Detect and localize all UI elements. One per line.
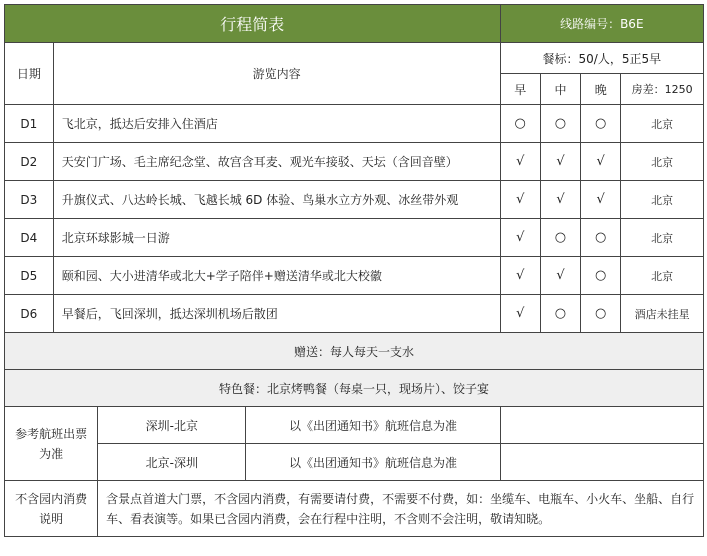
dinner-mark: √ [581, 181, 621, 219]
lunch-mark: √ [540, 181, 580, 219]
day-content: 北京环球影城一日游 [53, 219, 500, 257]
breakfast-mark: √ [500, 181, 540, 219]
day-number: D4 [5, 219, 54, 257]
hotel-city: 北京 [621, 143, 704, 181]
meal-standard: 餐标：50/人，5正5早 [500, 43, 703, 74]
day-content: 飞北京，抵达后安排入住酒店 [53, 105, 500, 143]
hotel-city: 北京 [621, 257, 704, 295]
breakfast-mark: √ [500, 295, 540, 333]
hotel-city: 北京 [621, 181, 704, 219]
route-code: 线路编号：B6E [500, 5, 703, 43]
breakfast-mark: ○ [500, 105, 540, 143]
dinner-mark: ○ [581, 295, 621, 333]
dinner-mark: ○ [581, 257, 621, 295]
gift-note: 赠送：每人每天一支水 [5, 333, 704, 370]
breakfast-mark: √ [500, 257, 540, 295]
day-row [5, 219, 704, 257]
flight-extra [500, 444, 703, 481]
day-number: D1 [5, 105, 54, 143]
breakfast-header: 早 [500, 74, 540, 105]
lunch-mark: ○ [540, 219, 580, 257]
flight-label: 参考航班出票为准 [5, 407, 98, 481]
excluded-text: 含景点首道大门票，不含园内消费，有需要请付费，不需要不付费，如：坐缆车、电瓶车、小火车、坐船、自行车、看表演等。如果已含园内消费，会在行程中注明，不含则不会注明，敬请知晓。 [98, 481, 704, 537]
table-title: 行程简表 [5, 5, 501, 43]
day-number: D3 [5, 181, 54, 219]
flight-info: 以《出团通知书》航班信息为准 [246, 407, 500, 444]
hotel-city: 北京 [621, 105, 704, 143]
dinner-mark: √ [581, 143, 621, 181]
lunch-mark: √ [540, 257, 580, 295]
lunch-mark: √ [540, 143, 580, 181]
itinerary-table [4, 4, 704, 537]
day-header: 日期 [5, 43, 54, 105]
day-number: D2 [5, 143, 54, 181]
lunch-mark: ○ [540, 105, 580, 143]
day-row [5, 143, 704, 181]
content-header: 游览内容 [53, 43, 500, 105]
day-content: 天安门广场、毛主席纪念堂、故宫含耳麦、观光车接驳、天坛（含回音壁） [53, 143, 500, 181]
flight-route: 北京-深圳 [98, 444, 246, 481]
dinner-mark: ○ [581, 219, 621, 257]
lunch-header: 中 [540, 74, 580, 105]
hotel-city: 酒店未挂星 [621, 295, 704, 333]
day-row [5, 295, 704, 333]
flight-route: 深圳-北京 [98, 407, 246, 444]
hotel-city: 北京 [621, 219, 704, 257]
breakfast-mark: √ [500, 219, 540, 257]
day-row [5, 181, 704, 219]
dinner-mark: ○ [581, 105, 621, 143]
breakfast-mark: √ [500, 143, 540, 181]
day-number: D6 [5, 295, 54, 333]
day-number: D5 [5, 257, 54, 295]
day-content: 升旗仪式、八达岭长城、飞越长城 6D 体验、鸟巢水立方外观、冰丝带外观 [53, 181, 500, 219]
room-diff-header: 房差：1250 [621, 74, 704, 105]
excluded-label: 不含园内消费说明 [5, 481, 98, 537]
day-row [5, 257, 704, 295]
day-content: 早餐后，飞回深圳，抵达深圳机场后散团 [53, 295, 500, 333]
lunch-mark: ○ [540, 295, 580, 333]
flight-info: 以《出团通知书》航班信息为准 [246, 444, 500, 481]
day-content: 颐和园、大小进清华或北大+学子陪伴+赠送清华或北大校徽 [53, 257, 500, 295]
flight-extra [500, 407, 703, 444]
dinner-header: 晚 [581, 74, 621, 105]
special-meal-note: 特色餐：北京烤鸭餐（每桌一只，现场片）、饺子宴 [5, 370, 704, 407]
day-row [5, 105, 704, 143]
